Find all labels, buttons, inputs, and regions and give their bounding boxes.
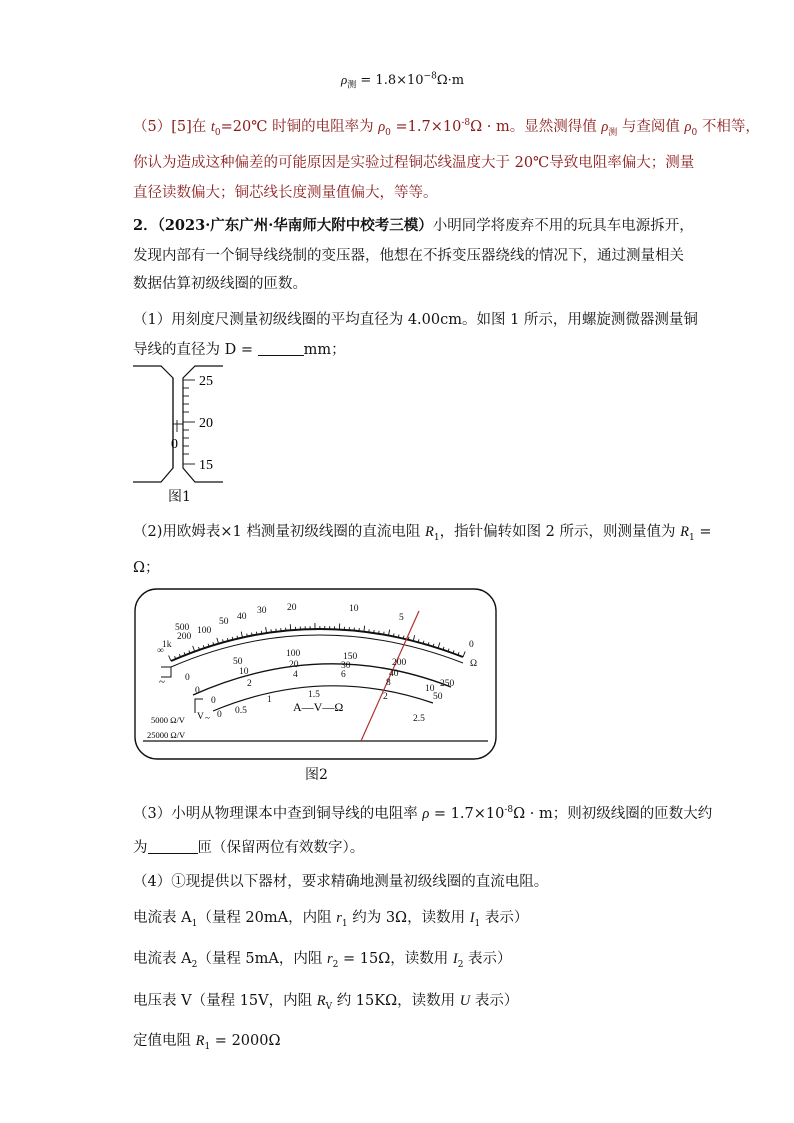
answer-5-line1: （5）[5]在 $t_0=20℃$ 时铜的电阻率为 $\rho_0 =1.7\times 10^{-8}\Omega \cdot m$。显然测得值 $\rho_测$ 与查阅值 $\rho_0$ 不相等， [133,118,760,138]
answer-5-line3: 直径读数偏大；铜芯线长度测量值偏大，等等。 [133,185,438,201]
ac25-label-0: 0 [217,710,222,720]
ohm-label-50: 50 [219,617,229,627]
dc10-label-0: 0 [195,686,200,696]
equipment-voltmeter: 电压表 V（量程 15V，内阻 $R_V$ 约 15KΩ，读数用 U 表示） [133,993,519,1012]
dial-ac-symbol-2: ~ [205,713,210,723]
question-2-part3-line2: 为 匝（保留两位有效数字）。 [133,840,365,856]
answer-blank-turns[interactable] [148,839,198,854]
dial-tick [241,632,242,638]
ohm-label-10: 10 [349,604,359,614]
dial-v-label: V [197,712,204,722]
dial-tick [169,656,171,661]
ohm-label-200: 200 [177,632,192,642]
equipment-fixed-resistor: 定值电阻 $R_1 = 2000\Omega$ [133,1033,281,1052]
question-2-part1-line1: （1）用刻度尺测量初级线圈的平均直径为 4.00cm。如图 1 所示，用螺旋测微器测量铜 [133,312,698,328]
ac-label-4: 4 [293,670,298,680]
dial-tick [393,634,394,637]
dial-tick [193,646,195,652]
ac25-label-2.5: 2.5 [413,714,425,724]
fig1-tick-20: 20 [199,416,213,431]
dial-tick [398,635,399,638]
ohm-label-100: 100 [197,626,212,636]
figure-1-caption: 图1 [168,489,191,505]
question-2-part3-line1: （3）小明从物理课本中查到铜导线的电阻率 $\rho = 1.7\times 10^{-8}\Omega \cdot m$；则初级线圈的匝数大约 [133,805,713,822]
question-2-line1: 2．（2023·广东广州·华南师大附中校考三模）小明同学将废弃不用的玩具车电源拆开， [133,217,694,234]
dc-label-200: 200 [392,658,407,668]
fig1-tick-15: 15 [199,458,213,473]
dial-tick [438,642,440,648]
ohm-label-40: 40 [237,612,247,622]
dc-label-0: 0 [185,673,190,683]
dial-center-label: A—V—Ω [293,700,344,714]
ohm-label-0: 0 [469,640,474,650]
dc-label-150: 150 [343,652,358,662]
dial-sensitivity-2: 25000 Ω/V [147,730,186,740]
ohm-label-30: 30 [257,606,267,616]
dc10-label-50: 50 [433,692,443,702]
ac-label-0: 0 [211,696,216,706]
formula-rho-measured: $\rho_测 = 1.8\times 10^{-8}\Omega\cdot m$ [341,71,465,91]
question-2-part2-line1: （2)用欧姆表×1 档测量初级线圈的直流电阻 $R_1$，指针偏转如图 2 所示，则测量值为 $R_1$ = [133,524,712,543]
dc-label-50: 50 [233,657,243,667]
ac-label-2: 2 [247,679,252,689]
question-2-part4-line1: （4）①现提供以下器材，要求精确地测量初级线圈的直流电阻。 [133,874,549,890]
ohm-label-1k: 1k [162,640,172,650]
dc10-label-30: 30 [341,661,351,671]
dc10-label-40: 40 [389,669,399,679]
ac25-label-2: 2 [383,692,388,702]
dc10-label-20: 20 [289,660,299,670]
question-2-part1-line2: 导线的直径为 D = mm； [133,342,346,358]
fig1-zero: 0 [171,437,178,452]
ac25-label-0.5: 0.5 [235,706,247,716]
dc10-label-10: 10 [239,667,249,677]
answer-blank-diameter[interactable] [258,341,304,356]
question-2-part2-line2: Ω； [133,560,160,576]
equipment-ammeter-a2: 电流表 $A_2$（量程 5mA，内阻 $r_2 = 15\Omega$，读数用 $I_2$ 表示） [133,951,512,970]
dc-label-100: 100 [286,649,301,659]
question-2-line3: 数据估算初级线圈的匝数。 [133,276,307,292]
ohm-label-unit: Ω [470,659,478,669]
ac25-label-1.5: 1.5 [308,690,320,700]
dial-sensitivity-1: 5000 Ω/V [151,715,185,725]
ac25-label-1: 1 [267,695,272,705]
ac-label-10: 10 [425,684,435,694]
ohm-label-inf: ∞ [157,646,164,656]
dial-tick [463,651,465,657]
dial-tick [384,632,385,635]
dc-label-250: 250 [440,679,455,689]
ac-label-8: 8 [386,678,391,688]
ohm-label-20: 20 [287,603,297,613]
dial-ac-symbol: ~ [159,676,165,688]
question-2-line2: 发现内部有一个铜导线绕制的变压器，他想在不拆变压器绕线的情况下，通过测量相关 [133,248,684,264]
answer-5-line2: 你认为造成这种偏差的可能原因是实验过程铜芯线温度大于 20℃导致电阻率偏大；测量 [133,155,695,171]
equipment-ammeter-a1: 电流表 $A_1$（量程 20mA，内阻 $r_1$ 约为 3Ω，读数用 $I_1$ 表示） [133,910,529,929]
ac-label-6: 6 [341,670,346,680]
dial-tick [256,632,257,635]
ohm-label-500: 500 [175,623,190,633]
fig1-tick-25: 25 [199,374,213,389]
dial-tick [217,638,219,644]
figure-2-caption: 图2 [305,767,328,783]
dial-tick [413,635,414,641]
figure-2-multimeter-dial [133,587,498,762]
ohm-label-5: 5 [399,613,404,623]
dial-tick [247,634,248,637]
dial-tick [389,630,390,636]
dial-tick [252,633,253,636]
